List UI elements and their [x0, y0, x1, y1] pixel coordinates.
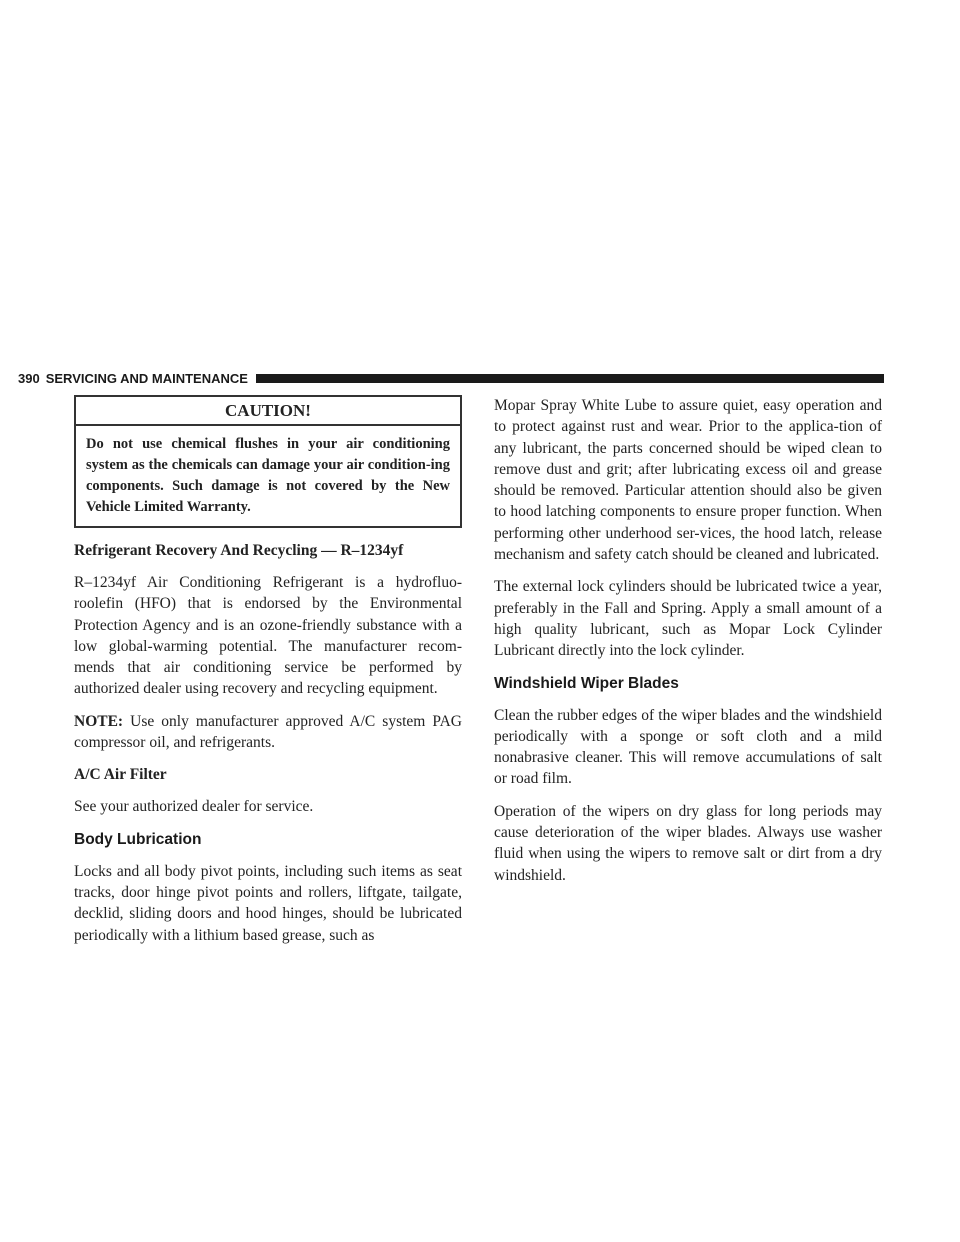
body-lubrication-heading: Body Lubrication — [74, 830, 202, 848]
wiper-paragraph-2: Operation of the wipers on dry glass for long periods may cause deterioration of the wiper blades. Always use washer fluid when using the wipers to remove salt or dirt from a dry windshield. — [494, 802, 882, 884]
note-text: Use only manufacturer approved A/C system PAG compressor oil, and refrigerants. — [74, 712, 462, 752]
right-column — [494, 395, 882, 886]
wiper-blades-heading: Windshield Wiper Blades — [494, 674, 679, 692]
body-lubrication-continued: Mopar Spray White Lube to assure quiet, easy operation and to protect against rust and wear. Prior to the applica-tion of any lubricant, the parts concerned should be wiped clean to remove dust and grit; after lubricating excess oil and grease should be removed. Particular attention should also be given to hood latching components to ensure proper function. When performing other underhood ser-vices, the hood latch, release mechanism and safety catch should be cleaned and lubricated. — [494, 397, 882, 564]
header-rule — [256, 374, 884, 383]
page-header — [18, 370, 884, 386]
page-number: 390 — [18, 370, 40, 386]
caution-box — [74, 395, 462, 528]
section-title: SERVICING AND MAINTENANCE — [45, 370, 248, 386]
ac-filter-paragraph: See your authorized dealer for service. — [74, 798, 314, 816]
caution-title: CAUTION! — [76, 397, 460, 426]
wiper-paragraph-1: Clean the rubber edges of the wiper blades and the windshield periodically with a sponge or soft cloth and a mild nonabrasive cleaner. This will remove accumulations of salt or road film. — [494, 706, 882, 788]
refrigerant-heading: Refrigerant Recovery And Recycling — R–1234yf — [74, 542, 404, 559]
note-label: NOTE: — [74, 712, 124, 730]
body-lubrication-paragraph: Locks and all body pivot points, including such items as seat tracks, door hinge pivot points and rollers, liftgate, tailgate, decklid, sliding doors and hood hinges, should be lubricated periodically with a lithium based grease, such as — [74, 862, 462, 944]
ac-filter-heading: A/C Air Filter — [74, 766, 167, 784]
caution-text: Do not use chemical flushes in your air conditioning system as the chemicals can damage your air condition-ing components. Such damage is not covered by the New Vehicle Limited Warranty. — [86, 436, 450, 515]
lock-cylinder-paragraph: The external lock cylinders should be lubricated twice a year, preferably in the Fall and Spring. Apply a small amount of a high quality lubricant, such as Mopar Lock Cylinder Lubricant directly into the lock cylinder. — [494, 578, 882, 660]
left-column — [74, 395, 462, 946]
refrigerant-note — [74, 711, 462, 754]
refrigerant-paragraph: R–1234yf Air Conditioning Refrigerant is a hydrofluo-roolefin (HFO) that is endorsed by the Environmental Protection Agency and is an ozone-friendly substance with a low global-warming potential. The manufacturer recom-mends that air conditioning service be performed by authorized dealer using recovery and recycling equipment. — [74, 574, 462, 698]
